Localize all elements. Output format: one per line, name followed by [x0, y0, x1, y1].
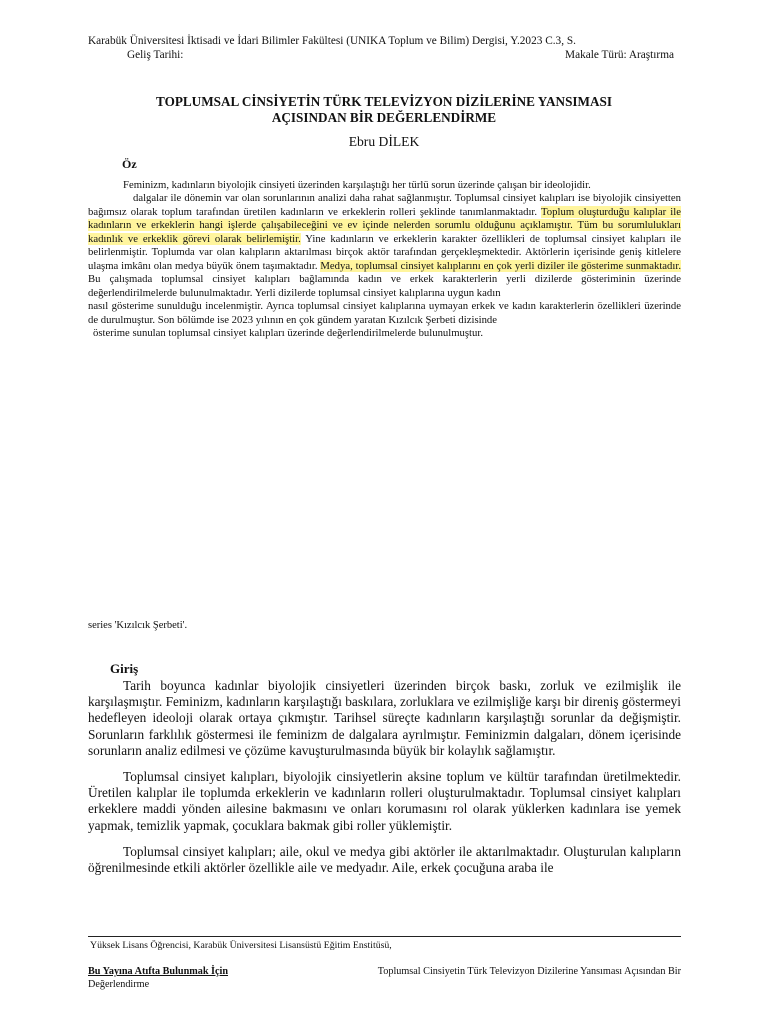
abstract-sentence: dalgalar ile dönemin var olan sorunlarının analizi daha rahat sağlanmıştır. Toplumsal cinsiyet kalıpları ise biyolojik cinsiyetten bağımsız olarak toplum tarafından üretilen kadınların ve erkeklerin rolleri şeklinde tanımlanmaktadır. [88, 192, 681, 218]
abstract-sentence: Yine kadınların ve erkeklerin karakter özellikleri de toplumsal cinsiyet kalıpları ile belirlenmiştir. Toplumda var olan kalıpların aktarılması birçok aktör tarafından gerçekleşmektedir. Aktörlerin içerisinde geniş kitlelere ulaşma imkânı olan medya büyük önem taşımaktadır. [88, 232, 681, 272]
received-date-label: Geliş Tarihi: [127, 49, 184, 61]
highlighted-text: Medya, toplumsal cinsiyet kalıplarını en çok yerli diziler ile gösterime sunmaktadır. [320, 259, 681, 272]
intro-paragraph: Tarih boyunca kadınlar biyolojik cinsiyetleri üzerinden birçok baskı, zorluk ve ezilmişlik ile karşılaşmıştır. Feminizm, kadınların karşılaştığı baskılara, zorluklara ve ezilmişliğe karşı bir direniş göstermeyi hedefleyen ideoloji olarak ortaya çıkmıştır. Tarihsel süreçte kadınların karşılaştığı sorunlar da değişmiştir. Sorunların farklılık göstermesi ile feminizm de dalgalara ayrılmıştır. Feminizmin dalgaları, dönem içerisinde sorunların analiz edilmesi ve çözüme kavuşturulmasında büyük bir kolaylık sağlamıştır. [88, 678, 681, 758]
abstract-last-line: österime sunulan toplumsal cinsiyet kalıpları üzerinde değerlendirilmelerde bulunulmuştur. [93, 326, 483, 339]
highlighted-text: Toplum oluşturduğu kalıplar ile kadınların ve erkeklerin hangi işlerde çalışabileceğini ve ev içinde nelerden sorumlu olduğunu açıklamıştır. Tüm bu sorumlulukları kadınlık ve erkeklik görevi olarak belirlemiştir. [88, 205, 681, 245]
footnote: Yüksek Lisans Öğrencisi, Karabük Üniversitesi Lisansüstü Eğitim Enstitüsü, [90, 940, 392, 951]
paper-title [90, 94, 678, 126]
author-name: Ebru DİLEK [348, 134, 420, 149]
abstract-heading: Öz [122, 157, 137, 171]
intro-paragraph: Toplumsal cinsiyet kalıpları, biyolojik cinsiyetlerin aksine toplum ve kültür tarafından üretilmektedir. Üretilen kalıplar ile toplumda erkeklerin ve kadınların rolleri oluşturulmaktadır. Toplumsal cinsiyet kalıpları erkeklere maddi yönden ailesine bakmasını ve onları korumasını rol olarak yüklerken kadınlara ise yemek yapmak, temizlik yapmak, çocuklara bakmak gibi roller yüklemiştir. [88, 769, 681, 833]
citation-title: Toplumsal Cinsiyetin Türk Televizyon Dizilerine Yansıması Açısından Bir [377, 966, 681, 977]
citation-label: Bu Yayına Atıfta Bulunmak İçin [88, 966, 229, 977]
series-fragment: series 'Kızılcık Şerbeti'. [88, 620, 188, 631]
citation-block [88, 966, 228, 991]
title-line-1: TOPLUMSAL CİNSİYETİN TÜRK TELEVİZYON DİZİLERİNE YANSIMASI [156, 94, 612, 109]
abstract-body [88, 179, 681, 340]
journal-header: Karabük Üniversitesi İktisadi ve İdari Bilimler Fakültesi (UNIKA Toplum ve Bilim) Dergisi, Y.2023 C.3, S. [88, 35, 576, 47]
intro-body [88, 678, 681, 886]
title-line-2: AÇISINDAN BİR DEĞERLENDİRME [271, 110, 497, 125]
footnote-divider [88, 936, 681, 937]
article-type-label: Makale Türü: Araştırma [565, 49, 674, 61]
section-heading-intro: Giriş [110, 661, 139, 676]
abstract-paragraph-main [88, 192, 681, 300]
abstract-line-1: Feminizm, kadınların biyolojik cinsiyeti üzerinden karşılaştığı her türlü sorun üzerinde çalışan bir ideolojidir. [123, 179, 591, 191]
abstract-paragraph-end: nasıl gösterime sunulduğu incelenmiştir. Ayrıca toplumsal cinsiyet kalıplarına uymayan erkek ve kadın karakterlerin özellikleri üzerinde de durulmuştur. Son bölümde ise 2023 yılının en çok gündem yaratan Kızılcık Şerbeti dizisinde [88, 300, 681, 326]
abstract-sentence: Bu çalışmada toplumsal cinsiyet kalıpları bağlamında kadın ve erkek karakterlerin yerli dizilerde gösteriminin üzerinde değerlendirilmelerde bulunulmaktadır. Yerli dizilerde toplumsal cinsiyet kalıplarına uygun kadın [88, 273, 681, 299]
citation-line-2: Değerlendirme [88, 978, 150, 990]
intro-paragraph: Toplumsal cinsiyet kalıpları; aile, okul ve medya gibi aktörler ile aktarılmaktadır. Oluşturulan kalıpların öğrenilmesinde etkili aktörler özellikle aile ve medyadır. Aile, erkek çocuğuna araba ile [88, 843, 681, 876]
